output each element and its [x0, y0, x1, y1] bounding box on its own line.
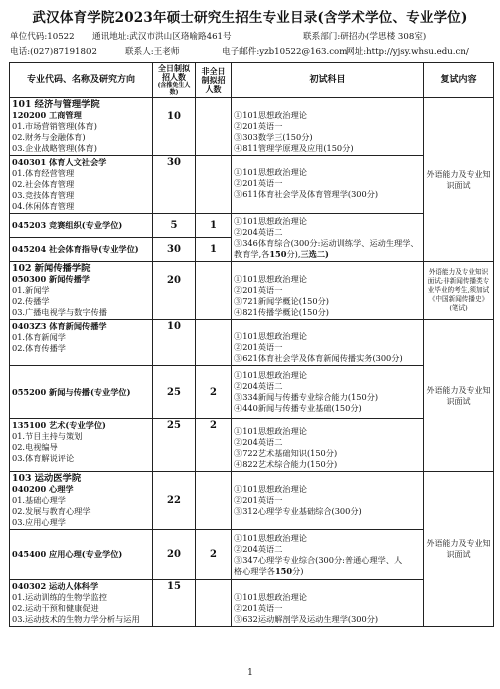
exam-subject: ②204英语二: [234, 226, 283, 237]
parttime-count: [196, 472, 232, 530]
direction: 01.基础心理学: [12, 495, 66, 505]
exam-subject: ①101思想政治理论: [234, 532, 307, 543]
address: 通讯地址:武汉市洪山区珞喻路461号: [92, 32, 232, 42]
parttime-count: 2: [196, 419, 232, 472]
fulltime-count: 5: [153, 214, 196, 238]
direction: 02.社会体育管理: [12, 179, 75, 189]
major-name: 040200 心理学: [12, 484, 74, 494]
col-header-fulltime-note: (含推免生人数): [157, 82, 191, 96]
group-title: 102 新闻传播学院: [12, 263, 91, 274]
direction: 03.广播电视学与数字传播: [12, 307, 107, 317]
parttime-count: 1: [196, 238, 232, 262]
direction: 02.运动干预和健康促进: [12, 603, 99, 613]
exam-subject: ①101思想政治理论: [234, 592, 307, 602]
retest-content: 外语能力及专业知识面试: [424, 472, 494, 627]
exam-score: 150: [269, 248, 287, 259]
direction: 01.节目主持与策划: [12, 431, 83, 441]
exam-subject: ③611体育社会学及体育管理学(300分): [234, 189, 379, 199]
major-name: 045400 应用心理(专业学位): [10, 530, 153, 580]
direction: 01.体育经营管理: [12, 168, 75, 178]
group-title: 101 经济与管理学院: [12, 99, 100, 110]
exam-subject-text: 分): [286, 248, 298, 259]
parttime-count: 1: [196, 214, 232, 238]
table-row: [10, 366, 494, 419]
col-header-fulltime: [153, 63, 196, 98]
table-row: [10, 419, 494, 472]
exam-subject: [234, 566, 421, 577]
major-name: 055200 新闻与传播(专业学位): [10, 366, 153, 419]
exam-subject-text: ③346体育综合(300分:运动训练学、运动生理学、教育学,各: [234, 237, 419, 259]
fulltime-count: 10: [153, 98, 196, 156]
exam-subject: ③347心理学专业综合(300分:普通心理学、人: [234, 554, 403, 565]
exam-subject: ③334新闻与传播专业综合能力(150分): [234, 392, 379, 402]
major-name: 040301 体育人文社会学: [12, 157, 107, 167]
catalog-table: [9, 62, 494, 627]
col-header-fulltime-label: 全日制拟招人数: [158, 63, 190, 82]
direction: 01.市场营销管理(体育): [12, 121, 97, 131]
exam-subject: ②201英语一: [234, 495, 283, 505]
exam-subject: ①101思想政治理论: [234, 274, 307, 284]
exam-subject: ②204英语二: [234, 543, 283, 554]
page-title: 武汉体育学院2023年硕士研究生招生专业目录(含学术学位、专业学位): [32, 10, 468, 26]
parttime-count: [196, 580, 232, 627]
direction: 04.休闲体育管理: [12, 201, 75, 211]
exam-subject: ④821传播学概论(150分): [234, 307, 329, 317]
fulltime-count: 30: [153, 238, 196, 262]
table-row: [10, 98, 494, 156]
col-header-parttime: 非全日制拟招人数: [196, 63, 232, 98]
major-name: 0403Z3 体育新闻传播学: [12, 321, 107, 331]
direction: 03.运动技术的生物力学分析与运用: [12, 614, 140, 624]
direction: 01.运动训练的生物学监控: [12, 592, 107, 602]
direction: 02.传播学: [12, 296, 50, 306]
table-row: [10, 580, 494, 627]
exam-subject: ①101思想政治理论: [234, 331, 307, 341]
retest-content: 外语能力及专业知识面试: [424, 320, 494, 472]
website-link[interactable]: 网址:http://yjsy.whsu.edu.cn/: [346, 47, 469, 57]
fulltime-count: 22: [153, 472, 196, 530]
parttime-count: [196, 156, 232, 214]
unit-code: 单位代码:10522: [10, 32, 75, 42]
exam-subject: ②201英语一: [234, 285, 283, 295]
email-link[interactable]: 电子邮件:yzb10522@163.com: [222, 47, 348, 57]
exam-subject: ②201英语一: [234, 342, 283, 352]
fulltime-count: 20: [153, 262, 196, 320]
parttime-count: [196, 320, 232, 366]
parttime-count: 2: [196, 366, 232, 419]
exam-subject: ①101思想政治理论: [234, 110, 307, 120]
parttime-count: 2: [196, 530, 232, 580]
fulltime-count: 25: [153, 366, 196, 419]
group-title: 103 运动医学院: [12, 473, 82, 484]
major-name: 050300 新闻传播学: [12, 274, 90, 284]
exam-subject: ②204英语二: [234, 381, 283, 391]
direction: 01.新闻学: [12, 285, 50, 295]
direction: 02.财务与金融体育): [12, 132, 86, 142]
table-row: [10, 320, 494, 366]
col-header-retest: 复试内容: [424, 63, 494, 98]
exam-subject: ④440新闻与传播专业基础(150分): [234, 403, 362, 413]
page-number: 1: [247, 668, 253, 678]
table-row: [10, 530, 494, 580]
col-header-major: 专业代码、名称及研究方向: [10, 63, 153, 98]
fulltime-count: 10: [153, 320, 196, 366]
exam-score: 150: [274, 565, 293, 576]
table-row: [10, 472, 494, 530]
direction: 02.电视编导: [12, 442, 58, 452]
parttime-count: [196, 262, 232, 320]
direction: 01.体育新闻学: [12, 332, 66, 342]
exam-subject: ④822艺术综合能力(150分): [234, 459, 338, 469]
exam-subject: ②204英语二: [234, 437, 283, 447]
exam-subject: ③312心理学专业基础综合(300分): [234, 506, 362, 516]
major-name: 135100 艺术(专业学位): [12, 420, 106, 430]
exam-subject: ③303数学三(150分): [234, 132, 313, 142]
retest-content: 外语能力及专业知识面试: [424, 98, 494, 262]
exam-subject: ③721新闻学概论(150分): [234, 296, 329, 306]
exam-subject: ③632运动解剖学及运动生理学(300分): [234, 614, 379, 624]
contact-person: 联系人:王老师: [125, 47, 180, 57]
table-row: [10, 156, 494, 214]
exam-subject: ①101思想政治理论: [234, 167, 307, 177]
retest-content: 外语能力及专业知识面试;非新闻传播类专业毕业的考生,须加试《中国新闻传播史》(笔试): [424, 262, 494, 320]
major-name: 120200 工商管理: [12, 110, 82, 120]
exam-subject: ②201英语一: [234, 603, 283, 613]
direction: 03.体育解说评论: [12, 453, 75, 463]
direction: 03.竞技体育管理: [12, 190, 75, 200]
exam-subject-text: 格心理学各: [234, 565, 275, 576]
exam-subject: ④811管理学原理及应用(150分): [234, 143, 354, 153]
major-name: 045204 社会体育指导(专业学位): [10, 238, 153, 262]
direction: 03.企业战略管理(体育): [12, 143, 97, 153]
exam-subject: ③722艺术基础知识(150分): [234, 448, 338, 458]
exam-subject: ①101思想政治理论: [234, 426, 307, 436]
exam-subject: ③621体育社会学及体育新闻传播实务(300分): [234, 353, 403, 363]
exam-subject: ③346体育综合(300分:运动训练学、运动生理学、教育学,各150分),三选二): [234, 237, 419, 259]
exam-subject: ②201英语一: [234, 121, 283, 131]
fulltime-count: 25: [153, 419, 196, 472]
direction: 02.体育传播学: [12, 343, 66, 353]
exam-subject: ②201英语一: [234, 178, 283, 188]
exam-subject: ①101思想政治理论: [234, 370, 307, 380]
direction: 02.发展与教育心理学: [12, 506, 91, 516]
parttime-count: [196, 98, 232, 156]
major-name: 045203 竞赛组织(专业学位): [10, 214, 153, 238]
fulltime-count: 15: [153, 580, 196, 627]
table-header: [10, 63, 494, 98]
major-name: 040302 运动人体科学: [12, 581, 99, 591]
contact-dept: 联系部门:研招办(学思楼 308室): [303, 32, 427, 42]
exam-subject-text: 分): [292, 565, 304, 576]
exam-subject: ①101思想政治理论: [234, 484, 307, 494]
table-row: [10, 214, 494, 238]
exam-subject: ①101思想政治理论: [234, 215, 307, 226]
phone: 电话:(027)87191802: [10, 47, 97, 57]
col-header-exam: 初试科目: [232, 63, 424, 98]
table-row: [10, 262, 494, 320]
fulltime-count: 30: [153, 156, 196, 214]
fulltime-count: 20: [153, 530, 196, 580]
exam-note: 三选二): [300, 248, 329, 259]
direction: 03.应用心理学: [12, 517, 66, 527]
